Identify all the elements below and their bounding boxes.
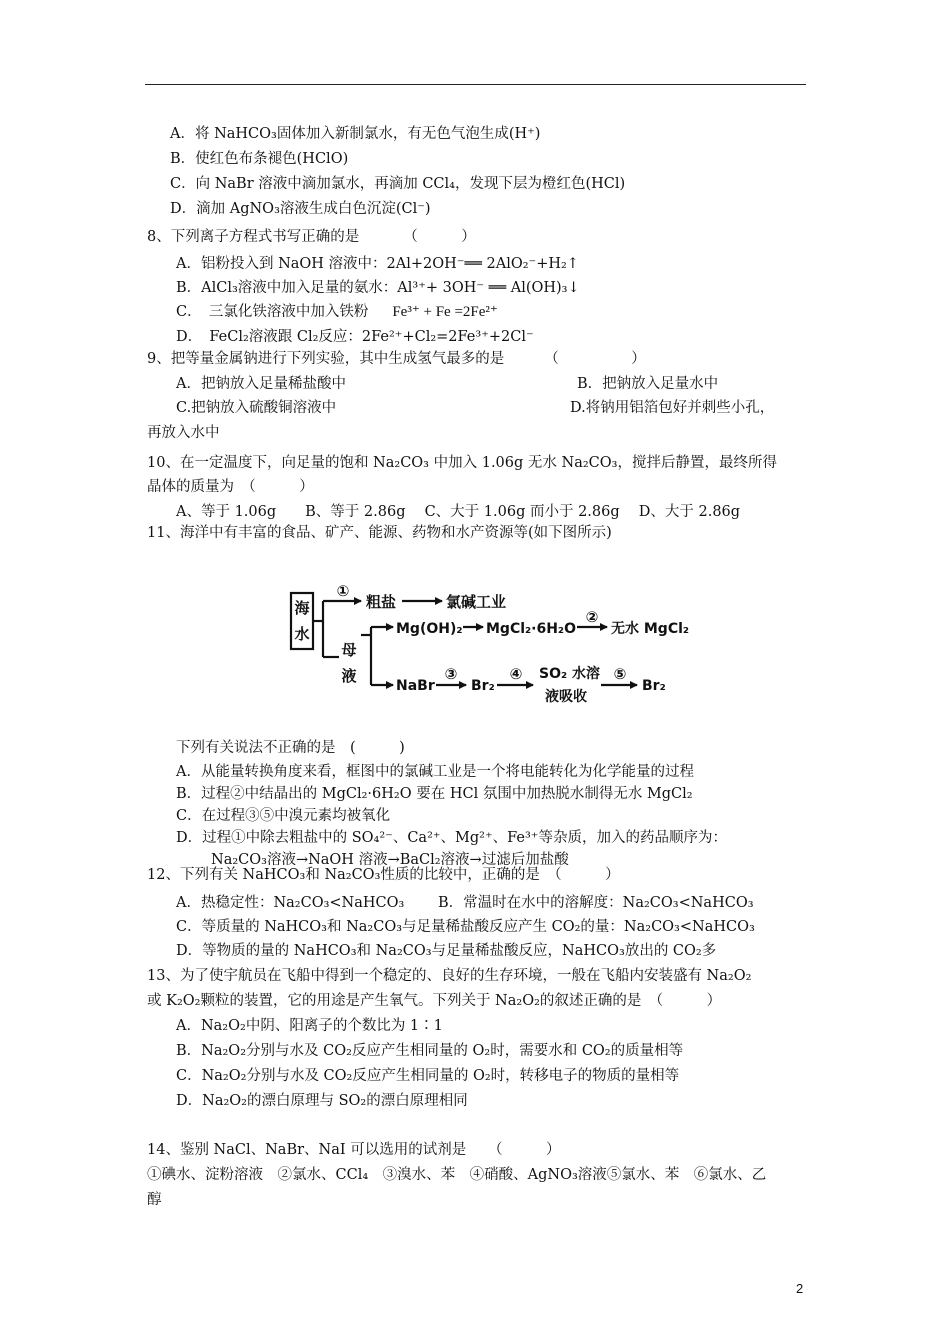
so2-absorb-label-2: 液吸收 — [545, 689, 587, 705]
q12-option-a: A．热稳定性：Na₂CO₃<NaHCO₃ — [176, 895, 405, 911]
mg-hydroxide-label: Mg(OH)₂ — [396, 621, 463, 637]
bromine-label-2: Br₂ — [642, 678, 666, 694]
q13-option-a: A．Na₂O₂中阴、阳离子的个数比为 1∶1 — [176, 1018, 443, 1034]
nabr-label: NaBr — [396, 678, 435, 694]
step-1-label: ① — [336, 582, 350, 600]
q14-options: ①碘水、淀粉溶液 ②氯水、CCl₄ ③溴水、苯 ④硝酸、AgNO₃溶液⑤氯水、苯 ⑥氯水、乙 — [147, 1167, 767, 1183]
mother-char-2: 液 — [341, 667, 357, 685]
anhydrous-mgcl2-label: 无水 MgCl₂ — [611, 621, 690, 637]
q9-stem: 9、把等量金属钠进行下列实验，其中生成氢气最多的是 （ ） — [147, 351, 646, 367]
q14-options-cont: 醇 — [147, 1192, 162, 1208]
q7-option-a: A．将 NaHCO₃固体加入新制氯水，有无色气泡生成(H⁺) — [170, 126, 541, 142]
q9-option-c: C.把钠放入硫酸铜溶液中 — [176, 400, 337, 416]
step-5-label: ⑤ — [613, 665, 627, 683]
q10-stem-2: 晶体的质量为 （ ） — [147, 479, 314, 495]
so2-absorb-label-1: SO₂ 水溶 — [539, 666, 600, 682]
mother-char-1: 母 — [341, 641, 357, 659]
q11-option-c: C．在过程③⑤中溴元素均被氧化 — [176, 808, 391, 824]
q9-option-d: D.将钠用铝箔包好并刺些小孔， — [570, 400, 775, 416]
q13-stem-2: 或 K₂O₂颗粒的装置，它的用途是产生氧气。下列关于 Na₂O₂的叙述正确的是 （ ） — [147, 993, 722, 1009]
q8-c-formula: Fe³⁺ + Fe =2Fe²⁺ — [392, 304, 498, 320]
q7-option-d: D．滴加 AgNO₃溶液生成白色沉淀(Cl⁻) — [170, 201, 431, 217]
mgcl2-hydrate-label: MgCl₂·6H₂O — [486, 621, 576, 637]
q9-option-d-cont: 再放入水中 — [147, 425, 220, 441]
q14-stem: 14、鉴别 NaCl、NaBr、NaI 可以选用的试剂是 （ ） — [147, 1142, 561, 1158]
q8-option-d: D． FeCl₂溶液跟 Cl₂反应：2Fe²⁺+Cl₂=2Fe³⁺+2Cl⁻ — [176, 329, 534, 345]
q11-option-a: A．从能量转换角度来看，框图中的氯碱工业是一个将电能转化为化学能量的过程 — [176, 764, 694, 780]
sea-char-2: 水 — [294, 625, 310, 643]
step-4-label: ④ — [509, 665, 523, 683]
page-number: 2 — [796, 1281, 804, 1296]
q8-stem: 8、下列离子方程式书写正确的是 （ ） — [147, 229, 476, 245]
chlor-alkali-label: 氯碱工业 — [446, 593, 507, 611]
crude-salt-label: 粗盐 — [366, 593, 397, 611]
q10-stem-1: 10、在一定温度下，向足量的饱和 Na₂CO₃ 中加入 1.06g 无水 Na₂CO₃，搅拌后静置，最终所得 — [147, 455, 777, 471]
q11-option-b: B．过程②中结晶出的 MgCl₂·6H₂O 要在 HCl 氛围中加热脱水制得无水 MgCl₂ — [176, 786, 693, 802]
q8-option-a: A．铝粉投入到 NaOH 溶液中：2Al+2OH⁻══ 2AlO₂⁻+H₂↑ — [176, 256, 579, 272]
q12-option-b: B．常温时在水中的溶解度：Na₂CO₃<NaHCO₃ — [438, 895, 754, 911]
step-3-label: ③ — [444, 665, 458, 683]
q13-option-c: C．Na₂O₂分别与水及 CO₂反应产生相同量的 O₂时，转移电子的物质的量相等 — [176, 1068, 680, 1084]
q9-option-b: B．把钠放入足量水中 — [577, 376, 719, 392]
q7-option-b: B．使红色布条褪色(HClO) — [170, 151, 349, 167]
q11-stem: 11、海洋中有丰富的食品、矿产、能源、药物和水产资源等(如下图所示) — [147, 525, 612, 541]
q7-option-c: C．向 NaBr 溶液中滴加氯水，再滴加 CCl₄，发现下层为橙红色(HCl) — [170, 176, 626, 192]
step-2-label: ② — [585, 608, 599, 626]
q13-option-b: B．Na₂O₂分别与水及 CO₂反应产生相同量的 O₂时，需要水和 CO₂的质量相等 — [176, 1043, 684, 1059]
q9-option-a: A．把钠放入足量稀盐酸中 — [176, 376, 346, 392]
q11-substem: 下列有关说法不正确的是 ( ) — [176, 740, 405, 756]
q11-option-d: D．过程①中除去粗盐中的 SO₄²⁻、Ca²⁺、Mg²⁺、Fe³⁺等杂质，加入的药品顺序为： — [176, 830, 727, 846]
sea-char-1: 海 — [294, 599, 310, 617]
q8-option-b: B．AlCl₃溶液中加入足量的氨水：Al³⁺+ 3OH⁻ ══ Al(OH)₃↓ — [176, 280, 580, 296]
q13-stem-1: 13、为了使宇航员在飞船中得到一个稳定的、良好的生存环境，一般在飞船内安装盛有 Na₂O₂ — [147, 968, 752, 984]
q10-options: A、等于 1.06g B、等于 2.86g C、大于 1.06g 而小于 2.86g D、大于 2.86g — [176, 504, 741, 520]
q13-option-d: D．Na₂O₂的漂白原理与 SO₂的漂白原理相同 — [176, 1093, 468, 1109]
q11-option-d-cont: Na₂CO₃溶液→NaOH 溶液→BaCl₂溶液→过滤后加盐酸 — [211, 852, 569, 868]
seawater-flow-diagram — [285, 575, 695, 705]
q8-option-c: C． 三氯化铁溶液中加入铁粉 Fe³⁺ + Fe =2Fe²⁺ — [176, 304, 498, 320]
q12-stem: 12、下列有关 NaHCO₃和 Na₂CO₃性质的比较中，正确的是 （ ） — [147, 867, 620, 883]
q12-option-d: D．等物质的量的 NaHCO₃和 Na₂CO₃与足量稀盐酸反应，NaHCO₃放出的 CO₂多 — [176, 943, 717, 959]
bromine-label-1: Br₂ — [471, 678, 495, 694]
q12-option-c: C．等质量的 NaHCO₃和 Na₂CO₃与足量稀盐酸反应产生 CO₂的量：Na₂CO₃<NaHCO₃ — [176, 919, 755, 935]
header-rule — [145, 84, 806, 85]
